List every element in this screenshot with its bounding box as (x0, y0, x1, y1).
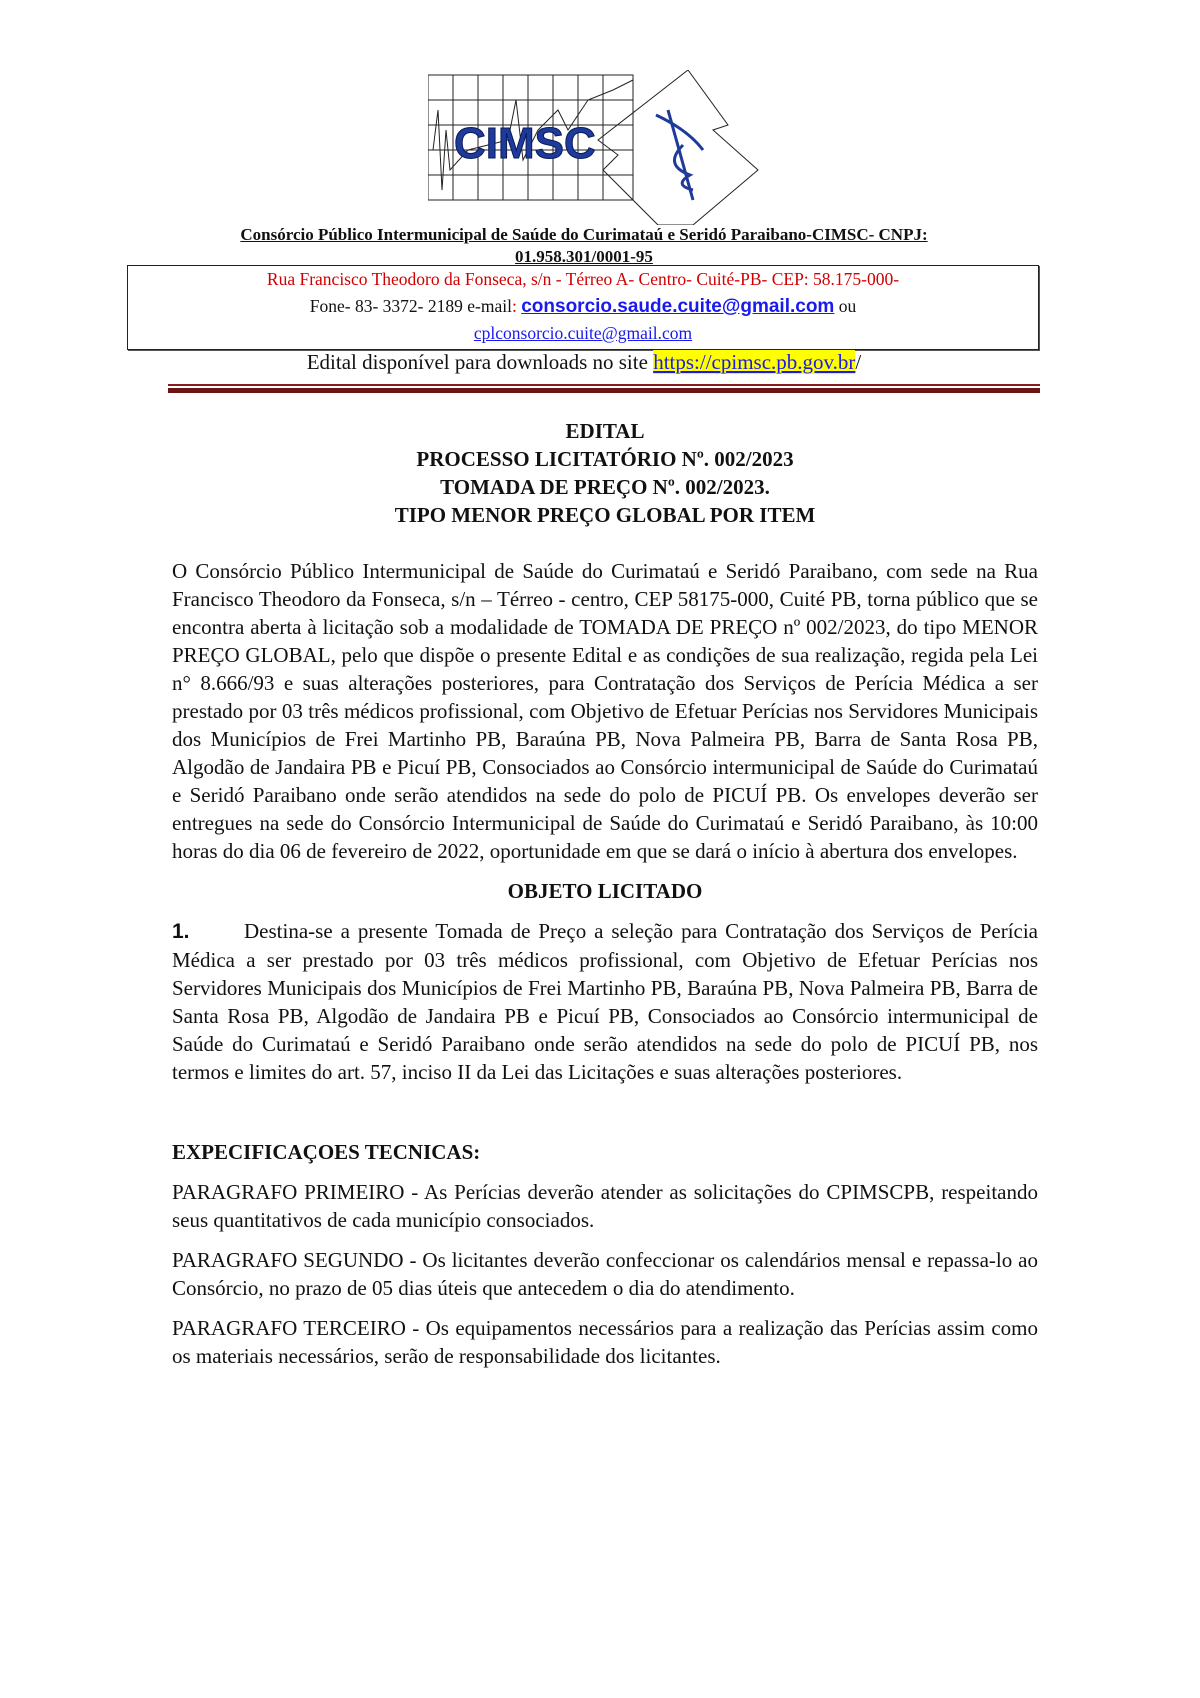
site-line (127, 350, 1041, 375)
site-prefix: Edital disponível para downloads no site (306, 350, 648, 374)
divider-thick (168, 388, 1040, 393)
title-tipo: TIPO MENOR PREÇO GLOBAL POR ITEM (394, 503, 816, 527)
title-processo: PROCESSO LICITATÓRIO Nº. 002/2023 (416, 447, 794, 471)
paragraph-primeiro: PARAGRAFO PRIMEIRO - As Perícias deverão atender as solicitações do CPIMSCPB, respeitando seus quantitativos de cada município consociados. (172, 1180, 1038, 1232)
phone-line (128, 293, 1038, 320)
title-edital: EDITAL (565, 419, 645, 443)
title-tomada: TOMADA DE PREÇO Nº. 002/2023. (440, 475, 770, 499)
svg-text:CIMSC: CIMSC (454, 119, 596, 168)
colon: : (511, 296, 517, 316)
address: Rua Francisco Theodoro da Fonseca, s/n - Térreo A- Centro- Cuité-PB- CEP: 58.175-000- (266, 269, 900, 289)
cimsc-logo (428, 70, 790, 225)
objeto-heading: OBJETO LICITADO (507, 879, 703, 903)
cnpj: 01.958.301/0001-95 (515, 247, 653, 266)
document-body (172, 417, 1038, 1370)
objeto-item (172, 917, 1038, 1086)
divider (168, 384, 1040, 386)
contact-box (127, 265, 1039, 350)
item-number: 1. (172, 920, 190, 943)
or-text: ou (838, 296, 857, 316)
site-link[interactable]: https://cpimsc.pb.gov.br (653, 350, 856, 374)
phone: Fone- 83- 3372- 2189 e-mail (309, 296, 512, 316)
email-link-cpl[interactable]: cplconsorcio.cuite@gmail.com (473, 323, 693, 343)
paragraph-terceiro: PARAGRAFO TERCEIRO - Os equipamentos necessários para a realização das Perícias assim como os materiais necessários, serão de responsabilidade dos licitantes. (172, 1316, 1038, 1368)
paragraph-segundo: PARAGRAFO SEGUNDO - Os licitantes deverão confeccionar os calendários mensal e repassa-lo ao Consórcio, no prazo de 05 dias úteis que antecedem o dia do atendimento. (172, 1248, 1038, 1300)
objeto-text: Destina-se a presente Tomada de Preço a seleção para Contratação dos Serviços de Perícia Médica a ser prestado por 03 três médicos profissional, com Objetivo de Efetuar Perícias nos Servidores Municipais dos Municípios de Frei Martinho PB, Baraúna PB, Nova Palmeira PB, Barra de Santa Rosa PB, Algodão de Jandaira PB e Picuí PB, Consociados ao Consórcio intermunicipal de Saúde do Curimataú e Seridó Paraibano onde serão atendidos na sede do polo de PICUÍ PB, nos termos e limites do art. 57, inciso II da Lei das Licitações e suas alterações posteriores. (172, 919, 1038, 1084)
specs-heading: EXPECIFICAÇOES TECNICAS: (172, 1140, 481, 1164)
email-link-primary[interactable]: consorcio.saude.cuite@gmail.com (521, 296, 835, 317)
site-suffix: / (855, 350, 862, 374)
org-name: Consórcio Público Intermunicipal de Saúde do Curimataú e Seridó Paraibano-CIMSC- CNPJ: (240, 225, 928, 244)
intro-paragraph: O Consórcio Público Intermunicipal de Saúde do Curimataú e Seridó Paraibano, com sede na Rua Francisco Theodoro da Fonseca, s/n – Térreo - centro, CEP 58175-000, Cuité PB, torna público que se encontra aberta à licitação sob a modalidade de TOMADA DE PREÇO nº 002/2023, do tipo MENOR PREÇO GLOBAL, pelo que dispõe o presente Edital e as condições de sua realização, regida pela Lei n° 8.666/93 e suas alterações posteriores, para Contratação dos Serviços de Perícia Médica a ser prestado por 03 três médicos profissional, com Objetivo de Efetuar Perícias nos Servidores Municipais dos Municípios de Frei Martinho PB, Baraúna PB, Nova Palmeira PB, Barra de Santa Rosa PB, Algodão de Jandaira PB e Picuí PB, Consociados ao Consórcio intermunicipal de Saúde do Curimataú e Seridó Paraibano onde serão atendidos na sede do polo de PICUÍ PB. Os envelopes deverão ser entregues na sede do Consórcio Intermunicipal de Saúde do Curimataú e Seridó Paraibano, às 10:00 horas do dia 06 de fevereiro de 2022, oportunidade em que se dará o início à abertura dos envelopes. (172, 559, 1038, 863)
